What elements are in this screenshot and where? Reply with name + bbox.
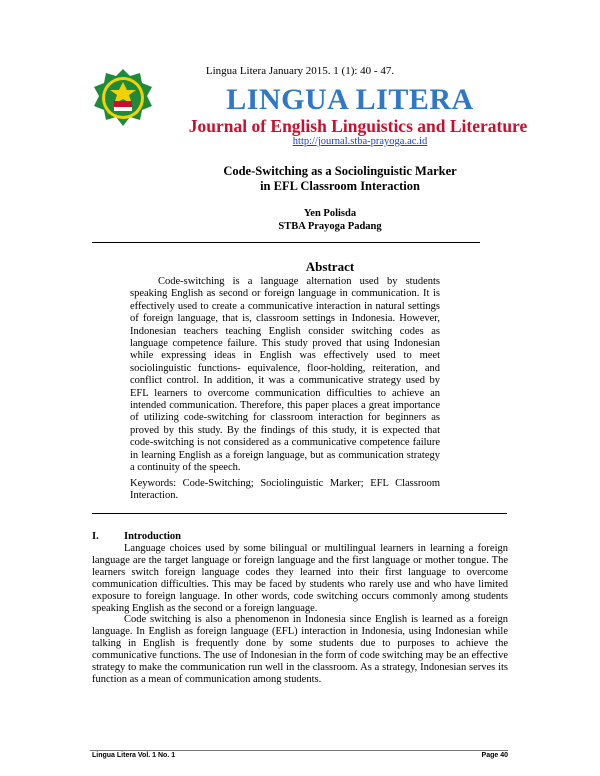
- author-block: [30, 207, 600, 233]
- body-paragraph: Language choices used by some bilingual or multilingual learners in learning a foreign language are the target language or foreign language and the first language or mother tongue. The learners switch foreign language codes they learned into their first language to overcome communication difficulties. This may be faced by students who rarely use and who have limited exposure to foreign language. In other words, code switching occurs commonly among students speaking English as the second or a foreign language.: [92, 543, 508, 614]
- footer-divider: [90, 750, 508, 751]
- citation-line: Lingua Litera January 2015. 1 (1): 40 - 47.: [205, 65, 395, 77]
- keywords: Keywords: Code-Switching; Sociolinguistic Marker; EFL Classroom Interaction.: [130, 478, 440, 502]
- divider: [92, 242, 480, 243]
- journal-url-link[interactable]: http://journal.stba-prayoga.ac.id: [292, 136, 428, 147]
- footer-journal-info: Lingua Litera Vol. 1 No. 1: [92, 752, 176, 759]
- section-title: Introduction: [124, 531, 181, 542]
- body-paragraph: Code switching is also a phenomenon in Indonesia since English is learned as a foreign language. In English as foreign language (EFL) interaction in Indonesia, using Indonesian while talking in English is frequently done by some students due to purposes to achieve the communicative functions. The use of Indonesian in the form of code switching may be an effective strategy to make the communication run well in the classroom. As a strategy, Indonesian serves its function as a mean of communication among students.: [92, 614, 508, 685]
- section-number: I.: [92, 531, 99, 542]
- journal-name: LINGUA LITERA: [226, 83, 474, 116]
- paper-title-line2: in EFL Classroom Interaction: [260, 179, 420, 193]
- divider: [92, 513, 507, 514]
- author-name: Yen Polisda: [303, 208, 357, 219]
- abstract-body: Code-switching is a language alternation used by students speaking English as second or foreign language in communication. It is effectively used to create a communicative interaction in natural settings of foreign language, that is, classroom settings in Indonesia. However, Indonesian teachers teaching English consider switching codes as language competence failure. This study proved that using Indonesian while expressing ideas in English was effectively used to meet sociolinguistic functions- equivalence, floor-holding, reiteration, and conflict control. In addition, it was a communicative strategy used by EFL learners to overcome communication difficulties to achieve an intended communication. Therefore, this paper places a great importance of utilizing code-switching for classroom interaction for beginners as proved by this study. By the findings of this study, it is expected that code-switching is not considered as a communicative competence failure in learning English as a foreign language, but as communication strategy a continuity of the speech.: [130, 276, 440, 474]
- footer-page-number: Page 40: [481, 752, 508, 759]
- author-affiliation: STBA Prayoga Padang: [278, 221, 382, 232]
- abstract-heading: Abstract: [305, 259, 355, 274]
- paper-title-line1: Code-Switching as a Sociolinguistic Marker: [223, 164, 457, 178]
- journal-subtitle: Journal of English Linguistics and Literature: [188, 116, 528, 136]
- paper-title: [40, 164, 600, 194]
